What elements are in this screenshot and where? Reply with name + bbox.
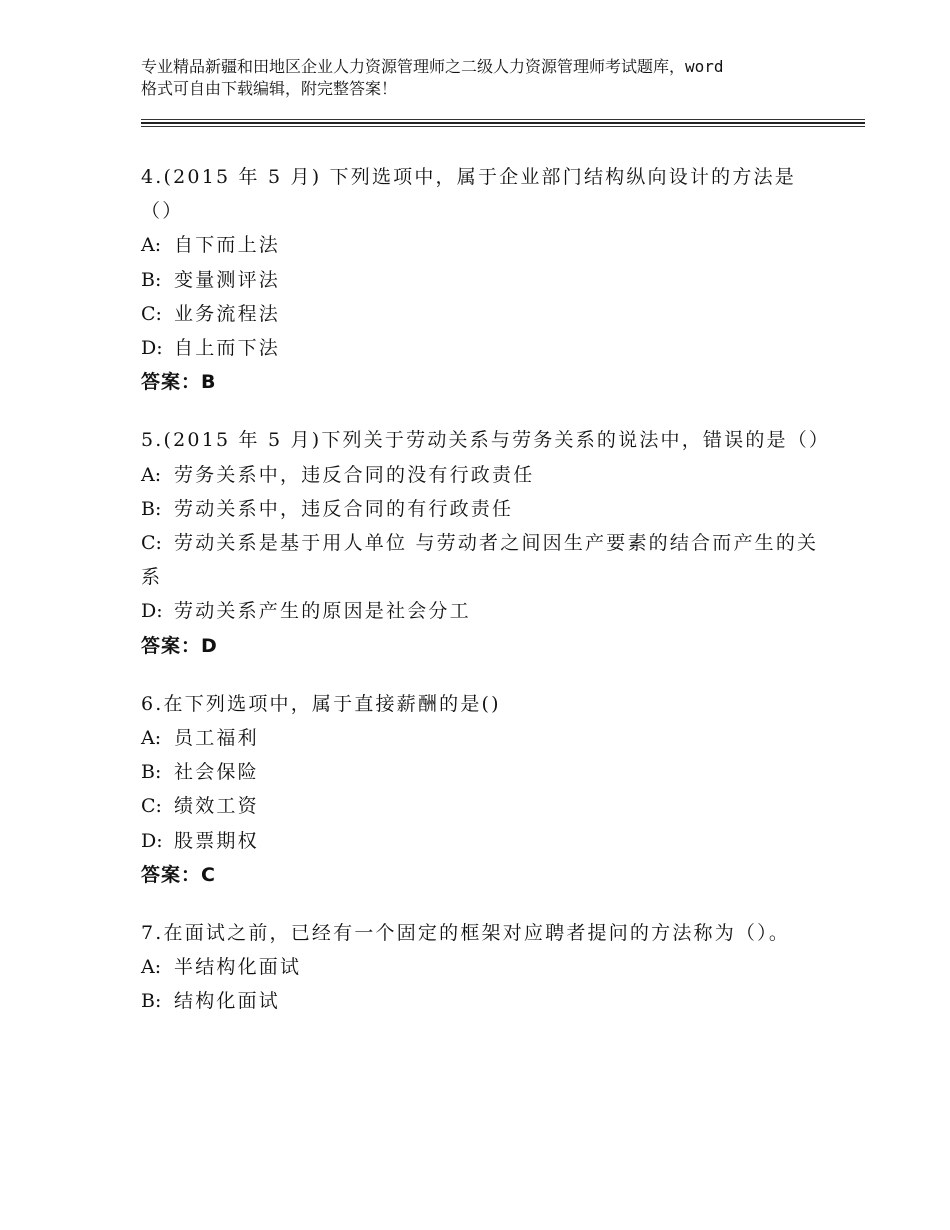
option-d (141, 331, 821, 365)
option-text: 员工福利 (174, 727, 259, 750)
question-6 (141, 687, 821, 892)
option-text: 半结构化面试 (174, 956, 302, 979)
option-b (141, 984, 821, 1018)
option-text: 股票期权 (174, 829, 259, 852)
answer-label: 答案：B (141, 371, 217, 394)
option-text: 劳务关系中，违反合同的没有行政责任 (174, 463, 535, 486)
option-key: C: (141, 532, 162, 555)
question-stem: 7.在面试之前，已经有一个固定的框架对应聘者提问的方法称为（）。 (141, 922, 791, 945)
option-b (141, 263, 821, 297)
header-divider-thin-top (141, 119, 865, 120)
option-c (141, 297, 821, 331)
header-divider-thick (141, 122, 865, 124)
question-stem: 6.在下列选项中，属于直接薪酬的是() (141, 692, 501, 715)
document-header (141, 56, 831, 100)
question-list (141, 160, 831, 1043)
option-text: 业务流程法 (174, 302, 281, 325)
option-b (141, 492, 821, 526)
option-text: 绩效工资 (174, 795, 259, 818)
option-key: D: (141, 829, 163, 852)
option-c (141, 526, 821, 594)
option-text: 社会保险 (174, 761, 259, 784)
option-key: C: (141, 302, 162, 325)
option-key: C: (141, 795, 162, 818)
option-key: B: (141, 268, 162, 291)
option-key: A: (141, 727, 162, 750)
option-a (141, 950, 821, 984)
option-text: 劳动关系产生的原因是社会分工 (174, 600, 471, 623)
option-key: B: (141, 990, 162, 1013)
option-key: A: (141, 234, 162, 257)
option-key: D: (141, 337, 163, 360)
option-d (141, 824, 821, 858)
option-a (141, 228, 821, 262)
option-a (141, 721, 821, 755)
option-b (141, 755, 821, 789)
question-5 (141, 423, 831, 662)
header-line-1: 专业精品新疆和田地区企业人力资源管理师之二级人力资源管理师考试题库，word (141, 57, 724, 76)
option-text: 变量测评法 (174, 268, 281, 291)
option-key: A: (141, 956, 162, 979)
option-text: 自上而下法 (174, 337, 281, 360)
option-key: D: (141, 600, 163, 623)
option-text: 结构化面试 (174, 990, 281, 1013)
option-key: A: (141, 463, 162, 486)
option-d (141, 594, 821, 628)
question-7 (141, 916, 821, 1019)
question-stem: 5.(2015 年 5 月)下列关于劳动关系与劳务关系的说法中，错误的是（） (141, 429, 831, 452)
question-stem: 4.(2015 年 5 月) 下列选项中，属于企业部门结构纵向设计的方法是（） (141, 166, 796, 223)
answer-label: 答案：C (141, 863, 216, 886)
header-line-2: 格式可自由下载编辑，附完整答案！ (141, 79, 398, 98)
option-text: 劳动关系是基于用人单位 与劳动者之间因生产要素的结合而产生的关系 (141, 532, 819, 589)
option-text: 劳动关系中，违反合同的有行政责任 (174, 497, 514, 520)
option-key: B: (141, 761, 162, 784)
option-key: B: (141, 497, 162, 520)
answer-label: 答案：D (141, 634, 218, 657)
option-text: 自下而上法 (174, 234, 281, 257)
header-divider-thin-bottom (141, 126, 865, 127)
question-4 (141, 160, 821, 399)
option-a (141, 458, 821, 492)
option-c (141, 789, 821, 823)
